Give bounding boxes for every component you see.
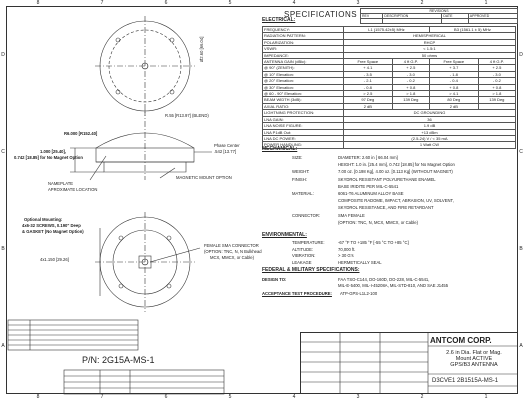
spec-cell: 4 ft G.P. [392,59,429,65]
spec-cell: - 3.5 [343,71,392,77]
spec-value: < 1.5:1 [343,46,515,52]
mech-value: 7.00 oz. [0.198 Kg], 4.00 oz. [0.113 Kg] (WITHOUT MAGNET) [338,169,453,175]
zone-label: 5 [228,0,232,6]
part-number: P/N: 2G15A-MS-1 [82,355,155,365]
spec-cell: + 0.8 [478,84,515,90]
title-line-3: GPS/B3 ANTENNA [450,362,498,369]
drawing-number: D3CVE1 2B1515A-MS-1 [432,378,499,384]
spec-cell: 139 Deg [392,97,429,103]
spec-cell: @ 90° (ZENITH): [263,65,344,71]
electrical-header: ELECTRICAL: [262,17,296,23]
spec-cell: @ 30° Elevation: [263,84,344,90]
spec-cell: > 1.8 [478,91,515,97]
acceptance-label: ACCEPTANCE TEST PROCEDURE: [262,291,332,296]
federal-header: FEDERAL & MILITARY SPECIFICATIONS: [262,267,360,273]
spec-cell: + 2.5 [478,65,515,71]
acceptance-value: ATP-GPS-L1L2-100 [340,291,378,296]
company-name: ANTCOM CORP. [430,336,492,345]
phase-center-value: .542 [13.77] [214,149,237,154]
height-label: 1.000 [25.40], [40,149,67,154]
zone-label: 6 [164,394,168,400]
mech-value: SMA FEMALE [338,212,365,218]
revision-header: DATE [442,14,468,19]
env-value: 70,000 ft. [338,246,356,252]
spec-value: HEMISPHERICAL [343,33,515,39]
revisions-title: REVISIONS [361,9,518,14]
spec-cell: + 0.8 [392,84,429,90]
spec-label: RADIATION PATTERN: [263,33,344,39]
zone-label: C [1,148,5,155]
spec-value: 50 ohms [343,52,515,58]
height-no-magnet-label: 0.742 [18.85] for No Magnet Option [14,155,83,160]
env-value: HERMETICALLY SEAL [338,259,382,265]
spec-cell: - 0.8 [343,84,392,90]
top-view-hole-3 [116,90,120,94]
mech-label: FINISH: [292,176,307,182]
spec-value: DC GROUNDING [343,110,515,116]
connector-label-3: MCX, MMCX, or Cable) [210,255,254,260]
spec-cell: 2 dB [429,103,478,109]
zone-label: 8 [36,394,40,400]
environmental-header: ENVIRONMENTAL: [262,232,307,238]
mech-label: WEIGHT: [292,169,310,175]
env-label: VIBRATION: [292,253,316,258]
mech-value: (OPTION: TNC, N, MCX, MMCX, or Cable) [338,219,418,225]
zone-label: 4 [292,394,296,400]
title-line-1: 2.6 in Dia. Flat or Mag. [446,350,502,356]
mounting-label-2: 4x6-32 SCREWS, 0.190" Deep [22,223,81,228]
mounting-label-1: Optional Mounting: [24,217,63,222]
spec-cell: - 0.4 [429,78,478,84]
spec-cell: BEAM WIDTH (3dB): [263,97,344,103]
spec-cell: @ 60 - 90° Elevation: [263,91,344,97]
zone-label: 8 [36,0,40,6]
zone-label: 1 [484,394,488,400]
zone-label: 6 [164,0,168,6]
spec-cell: - 2.1 [343,78,392,84]
spec-cell: @ 10° Elevation: [263,71,344,77]
zone-label: B [519,245,523,252]
top-view-hole-4 [170,90,174,94]
mech-label: SIZE: [292,155,303,160]
mech-value: SKYDROL RESISTANCE, AND FIRE RETARDANT [338,205,434,211]
spec-label: LIGHTNING PROTECTION: [263,110,344,116]
spec-value: 1.9 dB [343,123,515,129]
mech-value: COMPOSITE RADOME, IMPACT, ABRASION, UV, SOLVENT, [338,198,454,204]
spec-cell: + 4.1 [343,65,392,71]
spec-cell: - 0.2 [478,78,515,84]
spec-cell: > 4.1 [429,91,478,97]
env-value: -67 °F TO +185 °F [-55 °C TO +85 °C] [338,240,409,245]
spec-cell: AXIAL RATIO: [263,103,344,109]
spec-cell: + 0.8 [429,84,478,90]
radius-label: R6.000 [R152.40] [64,131,98,136]
specifications-title: SPECIFICATIONS [284,10,358,19]
spec-cell: - 0.2 [392,78,429,84]
env-value: > 30 G's [338,253,354,258]
zone-label: 2 [420,0,424,6]
spec-label: LNA GAIN: [263,116,344,122]
spec-cell: > 2.5 [343,91,392,97]
bolt-pattern-label: 4x1.150 [29.26] [40,257,69,262]
zone-label: B [1,245,5,252]
spec-cell: - 3.0 [392,71,429,77]
env-label: LEAKAGE [292,259,312,265]
spec-cell: 97 Deg [343,97,392,103]
zone-label: 5 [228,394,232,400]
spec-value: RHCP [343,39,515,45]
magnet-leader [160,168,175,178]
mech-value: 6061-T6 ALUMINUM ALLOY BASE [338,191,404,196]
design-label: DESIGN TO: [262,277,287,282]
revision-header: DESCRIPTION [383,14,442,19]
nameplate-leader [90,156,106,180]
mech-label: MATERIAL: [292,191,314,196]
revision-header: REV [361,14,383,19]
nameplate-label: NAMEPLATE [48,181,74,186]
design-line-1: FAA TSO-C144, DO-160D, DO-228, MIL-C-5541, [338,277,430,282]
spec-cell: 80 Deg [429,97,478,103]
mech-value: SKYDROL RESISTANT POLYURETHANE ENAMEL [338,176,436,182]
mech-value: DIAMETER: 2.60 in [ 66.04 mm] [338,155,398,160]
zone-label: A [1,342,5,349]
connector-label-2: (OPTION: TNC, N, N Bulkhead [204,249,262,254]
zone-label: 1 [484,0,488,6]
spec-cell: 139 Deg [478,97,515,103]
magnet-mount-label: MAGNETIC MOUNT OPTION [176,175,232,180]
mech-value: HEIGHT: 1.0 in. [25.4 mm], 0.742 [18.85] for No Magnet Option [338,162,455,168]
spec-label: POLARIZATION: [263,39,344,45]
spec-cell: + 2.5 [392,65,429,71]
revision-header: APPROVED [468,14,517,19]
diameter-label: Ø2.60 [66.04] [199,36,204,62]
env-label: TEMPERATURE: [292,240,325,245]
spec-label: LNA P1dB Out: [263,129,344,135]
zone-label: C [519,148,523,155]
spec-label: LNA NOISE FIGURE: [263,123,344,129]
spec-cell: > 1.8 [392,91,429,97]
spec-value: B3 (1561.1 ± 5) MHz [429,27,515,33]
spec-label: IMPEDANCE: [263,52,344,58]
spec-cell: 4 ft G.P. [478,59,515,65]
spec-label: LNA DC POWER: [263,135,344,141]
nameplate-location-label: APROXIMATE LOCATION [48,187,98,192]
zone-label: D [519,51,523,58]
spec-value: +13 dBm [343,129,515,135]
mechanical-header: MECHANICAL: [262,146,298,152]
env-label: ALTITUDE: [292,246,314,252]
zone-label: 7 [100,0,104,6]
phase-center-label: Phase Center [214,143,240,148]
mech-label: CONNECTOR: [292,212,321,218]
spec-cell: Free Space [429,59,478,65]
radius-blend-label: R.55 [R13.97] (BLEND) [165,113,209,118]
drawing-title [432,350,516,368]
spec-value: 1 Watt CW [343,142,515,148]
zone-label: A [519,342,523,349]
design-line-2: MIL-E-5400, MIL-I-45208A, MIL-STD-810, AND SAE J1455 [338,283,449,288]
zone-label: D [1,51,5,58]
mounting-label-3: & GASKET (No Magnet Option) [22,229,84,234]
spec-cell: Free Space [343,59,392,65]
zone-label: 4 [292,0,296,6]
spec-label: POWER HANDLING: [263,142,344,148]
zone-label: 3 [356,0,360,6]
top-view-hole-2 [170,38,174,42]
spec-cell: - 3.0 [478,71,515,77]
spec-cell: - 1.8 [429,71,478,77]
spec-cell: @ 20° Elevation: [263,78,344,84]
spec-value: (2.5-24) V / < 35 mA [343,135,515,141]
spec-value: L1 (1575.42±5) MHz [343,27,429,33]
connector-label-1: FEMALE SMA CONNECTOR [204,243,259,248]
spec-label: FREQUENCY: [263,27,344,33]
title-line-2: Mount ACTIVE [455,356,493,363]
top-view-hole-1 [116,38,120,42]
spec-cell: + 3.7 [429,65,478,71]
zone-label: 2 [420,394,424,400]
spec-value: 36 [343,116,515,122]
spec-cell: ANTENNA GAIN (dBic): [263,59,344,65]
zone-label: 3 [356,394,360,400]
zone-label: 7 [100,394,104,400]
spec-label: VSWR: [263,46,344,52]
mech-value: BASE IRIDITE PER MIL-C-5541 [338,183,399,189]
spec-cell: 2 dB [343,103,392,109]
